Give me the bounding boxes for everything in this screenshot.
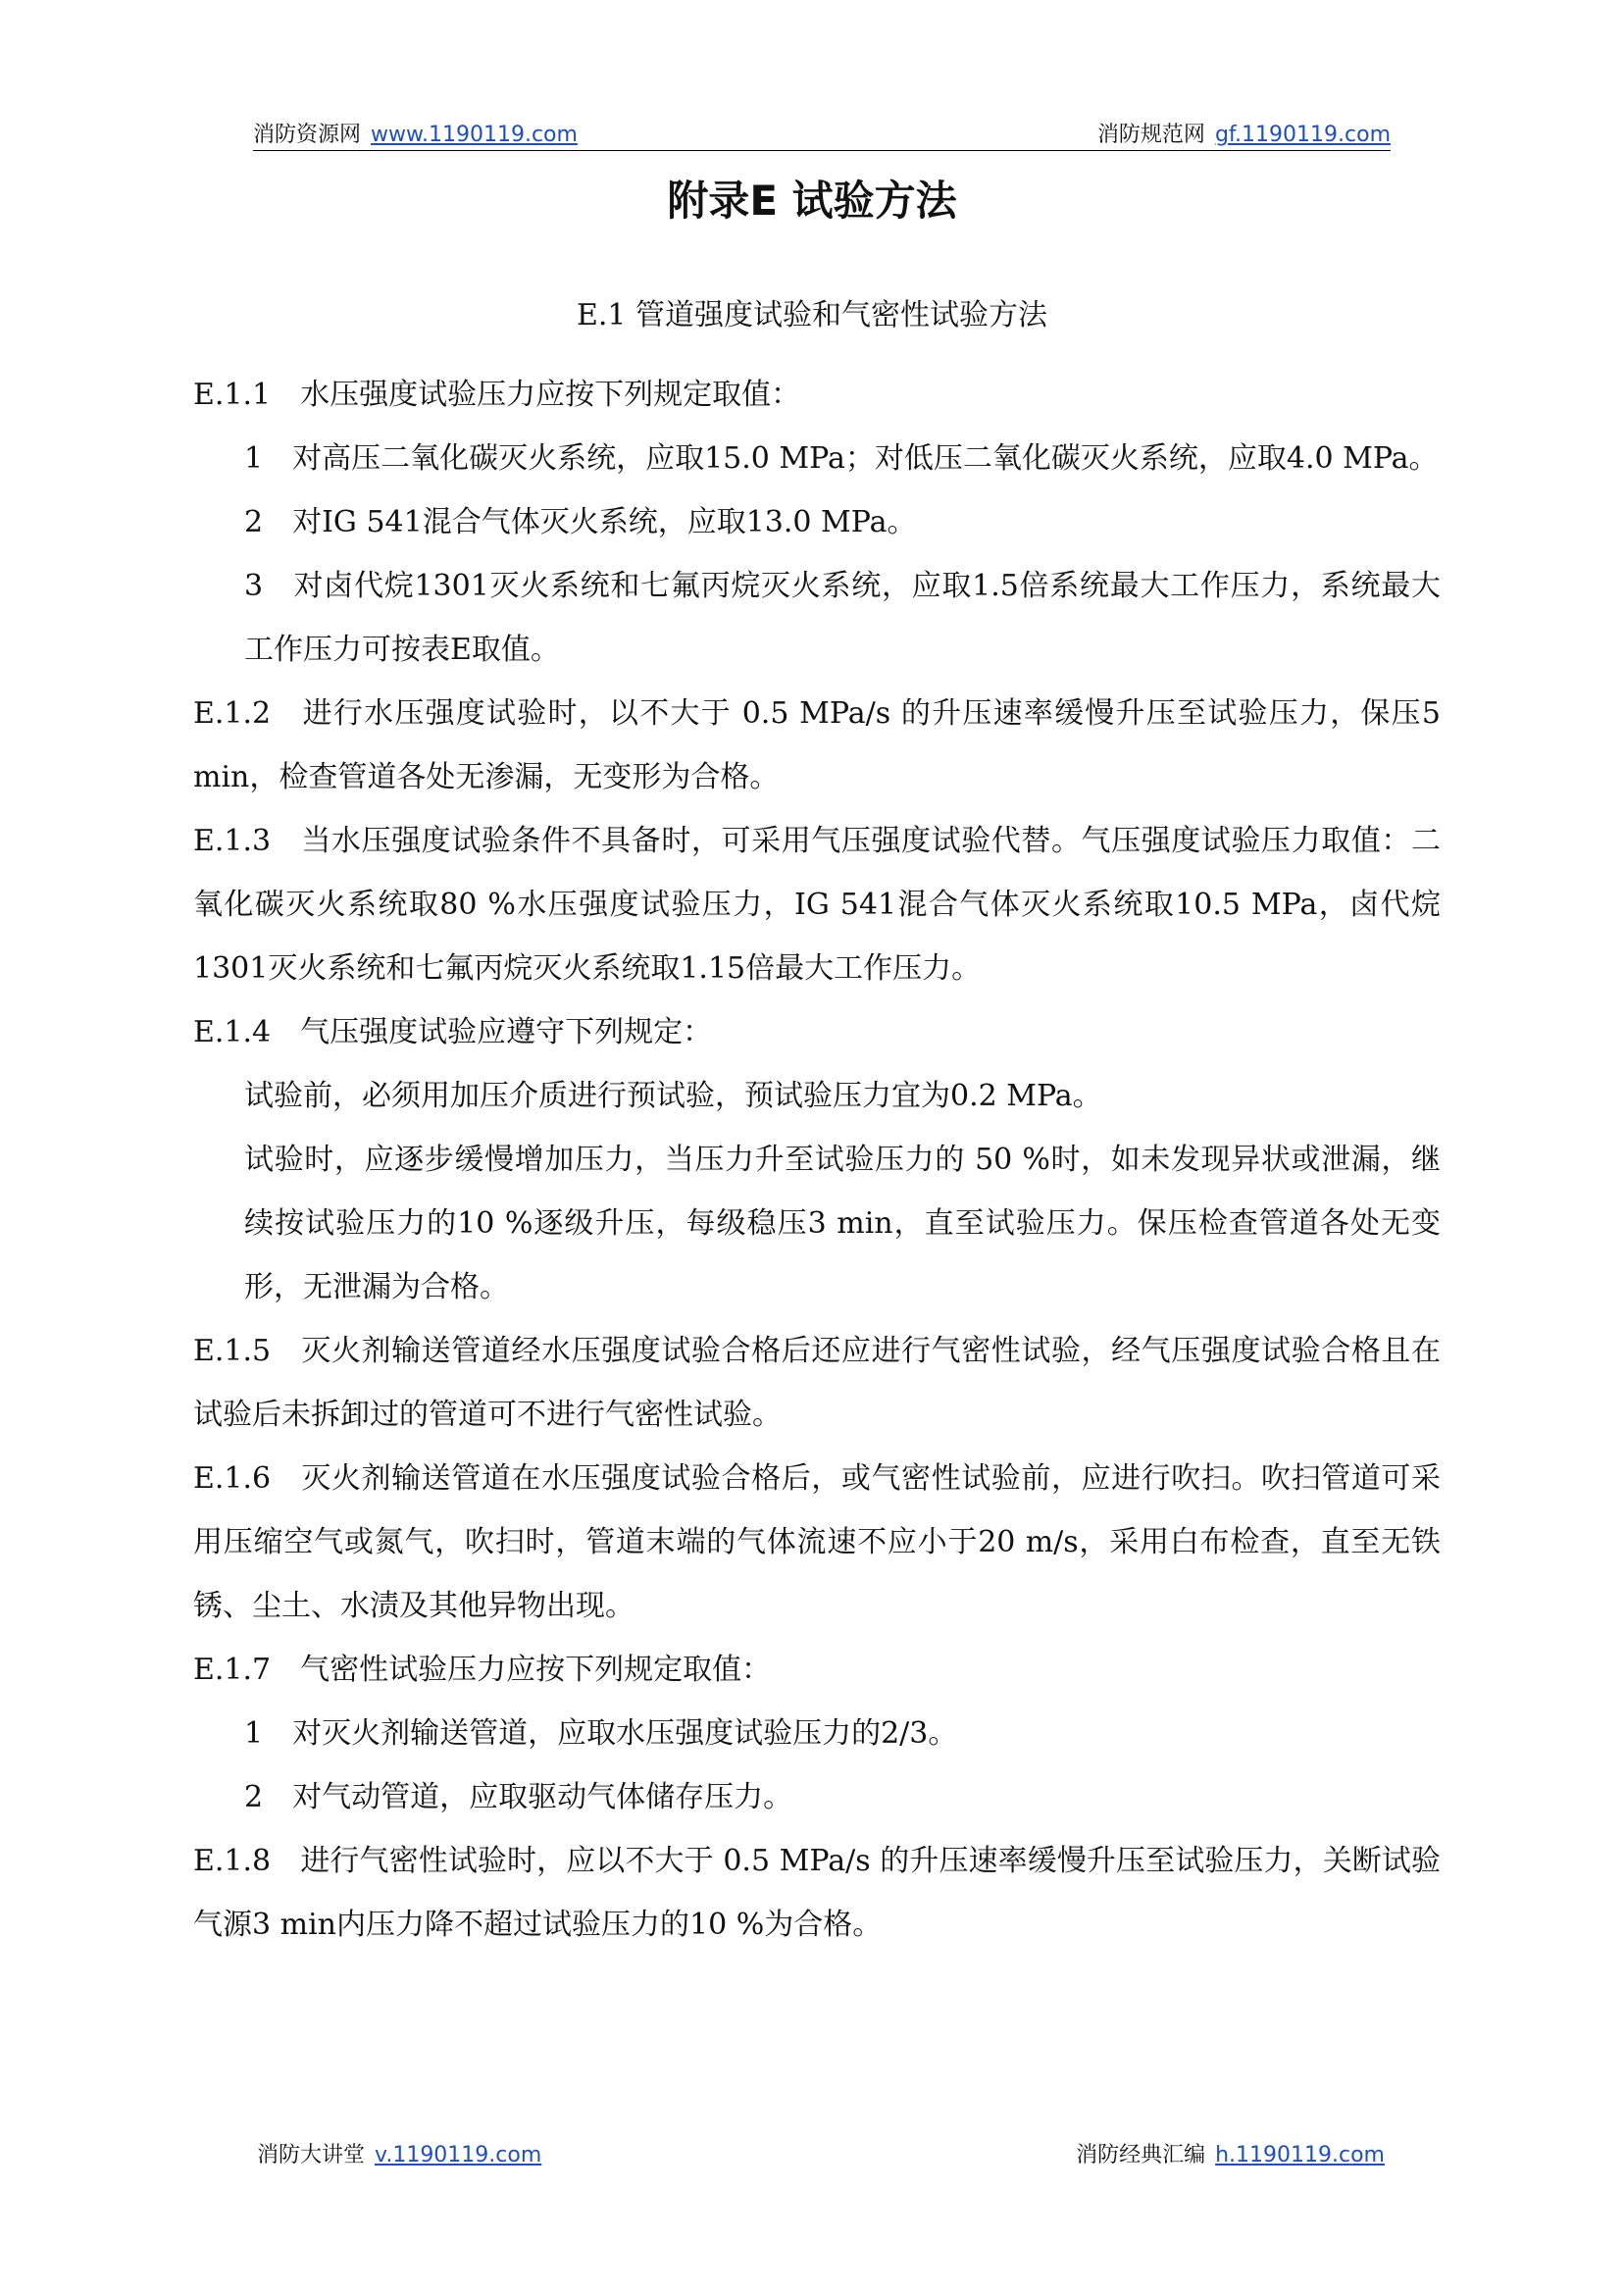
footer-left-label: 消防大讲堂 — [257, 2143, 366, 2167]
clause-e-1-3: E.1.3 当水压强度试验条件不具备时，可采用气压强度试验代替。气压强度试验压力取值：二氧化碳灭火系统取80 %水压强度试验压力，IG 541混合气体灭火系统取10.5 MPa，卤代烷1301灭火系统和七氟丙烷灭火系统取1.15倍最大工作压力。 — [193, 824, 1441, 986]
document-body — [193, 363, 1441, 1957]
footer-left-link[interactable]: v.1190119.com — [375, 2143, 542, 2167]
clause-e-1-2: E.1.2 进行水压强度试验时，以不大于 0.5 MPa/s 的升压速率缓慢升压至试验压力，保压5 min，检查管道各处无渗漏，无变形为合格。 — [193, 696, 1441, 794]
header-left-link[interactable]: www.1190119.com — [371, 123, 578, 147]
section-title: E.1 管道强度试验和气密性试验方法 — [576, 298, 1048, 332]
page-header — [253, 121, 1391, 151]
list-item: 2 对IG 541混合气体灭火系统，应取13.0 MPa。 — [244, 505, 917, 539]
clause-e-1-8: E.1.8 进行气密性试验时，应以不大于 0.5 MPa/s 的升压速率缓慢升压至试验压力，关断试验气源3 min内压力降不超过试验压力的10 %为合格。 — [193, 1844, 1441, 1942]
list-item: 1 对高压二氧化碳灭火系统，应取15.0 MPa；对低压二氧化碳灭火系统，应取4.0 MPa。 — [244, 441, 1439, 476]
clause-e-1-6: E.1.6 灭火剂输送管道在水压强度试验合格后，或气密性试验前，应进行吹扫。吹扫管道可采用压缩空气或氮气，吹扫时，管道末端的气体流速不应小于20 m/s，采用白布检查，直至无铁锈、尘土、水渍及其他异物出现。 — [193, 1461, 1441, 1623]
footer-right-label: 消防经典汇编 — [1076, 2143, 1206, 2167]
clause-e-1-1: E.1.1 水压强度试验压力应按下列规定取值： — [193, 378, 801, 412]
list-item: 1 对灭火剂输送管道，应取水压强度试验压力的2/3。 — [244, 1716, 958, 1751]
footer-left — [257, 2138, 541, 2168]
paragraph: 试验前，必须用加压介质进行预试验，预试验压力宜为0.2 MPa。 — [244, 1079, 1102, 1113]
clause-e-1-7: E.1.7 气密性试验压力应按下列规定取值： — [193, 1653, 772, 1687]
footer-right — [1076, 2138, 1385, 2168]
paragraph: 试验时，应逐步缓慢增加压力，当压力升至试验压力的 50 %时，如未发现异状或泄漏，继续按试验压力的10 %逐级升压，每级稳压3 min，直至试验压力。保压检查管道各处无变形，无泄漏为合格。 — [244, 1143, 1441, 1304]
header-right — [1097, 118, 1391, 148]
clause-e-1-5: E.1.5 灭火剂输送管道经水压强度试验合格后还应进行气密性试验，经气压强度试验合格且在试验后未拆卸过的管道可不进行气密性试验。 — [193, 1334, 1441, 1432]
page-title: 附录E 试验方法 — [667, 177, 957, 225]
list-item: 2 对气动管道，应取驱动气体储存压力。 — [244, 1780, 793, 1814]
header-right-label: 消防规范网 — [1096, 123, 1205, 147]
header-left-label: 消防资源网 — [253, 123, 362, 147]
header-left — [253, 118, 578, 148]
header-right-link[interactable]: gf.1190119.com — [1214, 123, 1391, 147]
clause-e-1-4: E.1.4 气压强度试验应遵守下列规定： — [193, 1015, 713, 1049]
list-item: 3 对卤代烷1301灭火系统和七氟丙烷灭火系统，应取1.5倍系统最大工作压力，系统最大工作压力可按表E取值。 — [244, 569, 1441, 667]
footer-right-link[interactable]: h.1190119.com — [1215, 2143, 1385, 2167]
